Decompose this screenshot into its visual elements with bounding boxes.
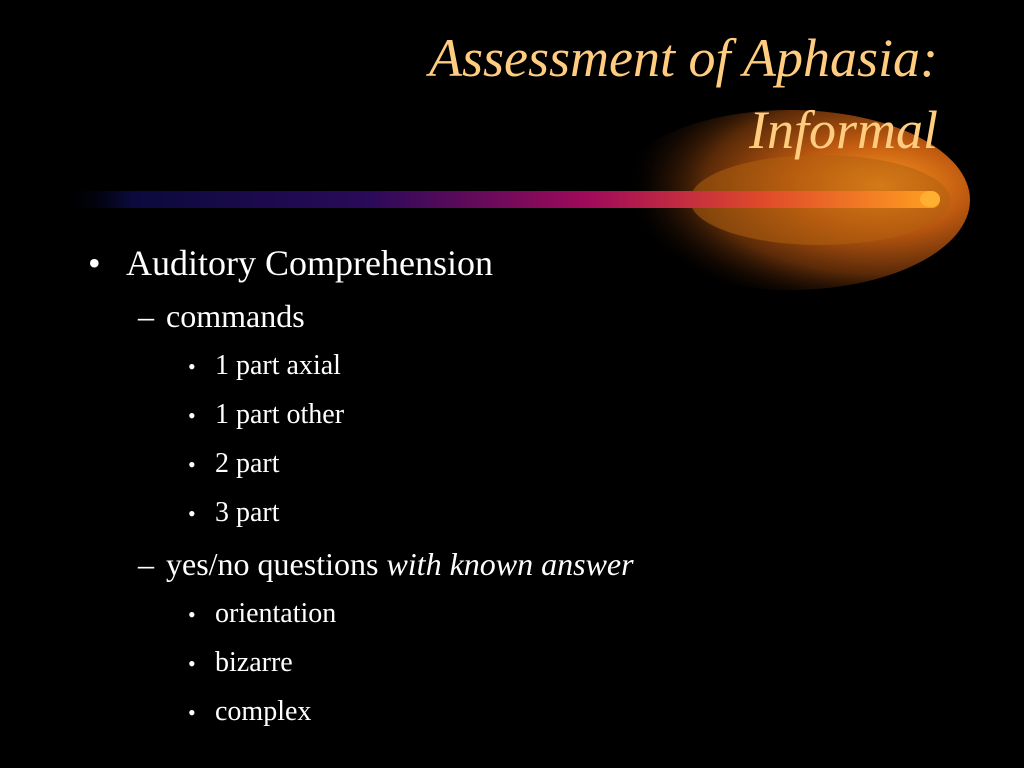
list-item-text: 1 part other bbox=[215, 399, 345, 430]
list-item-text: 2 part bbox=[215, 448, 280, 479]
list-item bbox=[88, 598, 988, 647]
sub-bullet-yes-no-questions bbox=[88, 546, 988, 598]
list-item-text: complex bbox=[215, 696, 312, 727]
list-item-text: 1 part axial bbox=[215, 350, 341, 381]
list-item bbox=[88, 399, 988, 448]
title-line-2: Informal bbox=[749, 100, 938, 160]
bullet-list bbox=[88, 242, 988, 745]
list-item-text: bizarre bbox=[215, 647, 293, 678]
list-item bbox=[88, 647, 988, 696]
bullet-marker: • bbox=[188, 700, 196, 725]
bullet-marker: • bbox=[188, 602, 196, 627]
list-item-text: 3 part bbox=[215, 497, 280, 528]
sub-bullet-text bbox=[166, 546, 634, 583]
list-item bbox=[88, 696, 988, 745]
sub-bullet-main-text: yes/no questions bbox=[166, 546, 379, 582]
sub-bullet-commands bbox=[88, 298, 988, 350]
list-item-text: orientation bbox=[215, 598, 337, 629]
bullet-marker: • bbox=[188, 501, 196, 526]
bullet-marker: • bbox=[188, 403, 196, 428]
dash-marker: – bbox=[138, 546, 154, 582]
bullet-auditory-comprehension bbox=[88, 242, 988, 298]
bullet-marker: • bbox=[188, 452, 196, 477]
list-item bbox=[88, 350, 988, 399]
title-line-1: Assessment of Aphasia: bbox=[429, 28, 938, 88]
bullet-marker: • bbox=[188, 651, 196, 676]
swoosh-bar bbox=[60, 191, 940, 208]
dash-marker: – bbox=[138, 298, 154, 334]
bullet-marker: • bbox=[188, 354, 196, 379]
swoosh-bar-tip bbox=[920, 191, 940, 207]
list-item bbox=[88, 448, 988, 497]
bullet-marker: • bbox=[88, 243, 101, 283]
sub-bullet-text: commands bbox=[166, 298, 305, 334]
bullet-text: Auditory Comprehension bbox=[126, 243, 493, 283]
list-item bbox=[88, 497, 988, 546]
sub-bullet-emphasis: with known answer bbox=[386, 546, 634, 582]
slide-title bbox=[429, 22, 938, 166]
